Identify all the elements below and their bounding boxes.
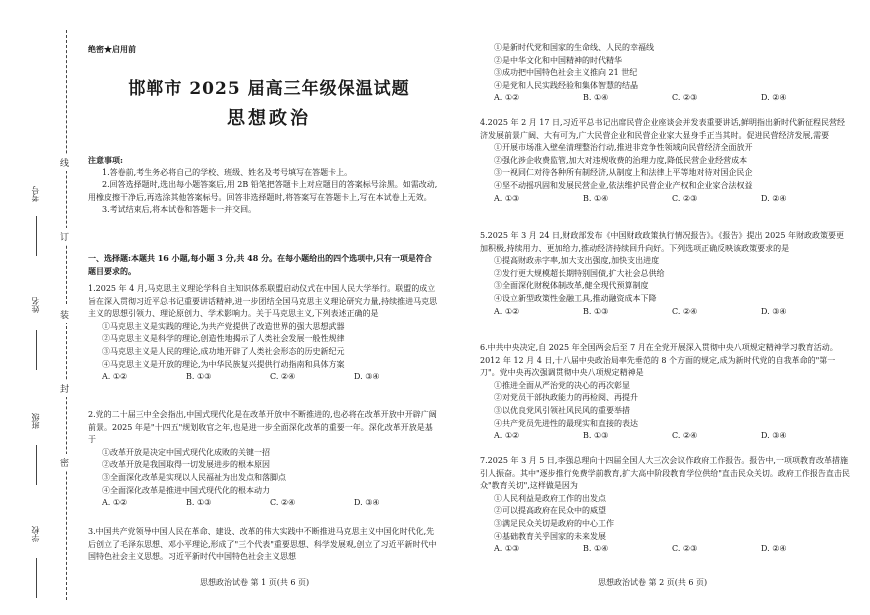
- option-a[interactable]: A. ①②: [102, 498, 128, 508]
- class-blank: [36, 445, 37, 485]
- exam-title: 邯郸市 2025 届高三年级保温试题: [128, 79, 410, 99]
- question-item: ④共产党员先进性的最现实和直接的表达: [494, 418, 638, 428]
- option-c[interactable]: C. ②④: [270, 498, 296, 508]
- answer-options: [88, 371, 438, 384]
- question-stem: 3.中国共产党领导中国人民在革命、建设、改革的伟大实践中不断推进马克思主义中国化时代化,先后创立了毛泽东思想、邓小平理论,形成了"三个代表"重要思想、科学发展观,创立了习近平新时代中国特色社会主义思想。习近平新时代中国特色社会主义思想: [88, 527, 437, 562]
- question-item: ②改革开放是我国取得一切发展进步的根本原因: [102, 460, 270, 470]
- option-a[interactable]: A. ①②: [102, 372, 128, 382]
- name-blank: [36, 330, 37, 370]
- option-d[interactable]: D. ②④: [761, 93, 787, 103]
- option-b[interactable]: B. ①④: [583, 193, 609, 203]
- question-item: ②可以提高政府在民众中的威望: [494, 506, 606, 516]
- notice-item: 2.回答选择题时,选出每小题答案后,用 2B 铅笔把答题卡上对应题目的答案标号涂黑。如需改动,用橡皮擦干净后,再选涂其他答案标号。回答非选择题时,将答案写在答题卡上,写在本试卷上无效。: [88, 180, 438, 202]
- question-item: ②对党员干部执政能力的再检阅、再提升: [494, 393, 638, 403]
- question-6: [480, 342, 850, 443]
- question-item: ①是新时代党和国家的生命线、人民的幸福线: [494, 43, 654, 52]
- subject-title: 思想政治: [227, 108, 311, 129]
- question-7: [480, 455, 850, 556]
- question-3: [88, 526, 438, 564]
- option-b[interactable]: B. ①④: [583, 544, 609, 554]
- option-a[interactable]: A. ①②: [494, 431, 520, 441]
- option-d[interactable]: D. ②④: [761, 544, 787, 554]
- school-label: 学校: [31, 526, 40, 542]
- answer-options: [480, 543, 850, 556]
- question-item: ④是党和人民实践经验和集体智慧的结晶: [494, 80, 638, 90]
- answer-options: [480, 193, 850, 206]
- seal-char-bind: 装: [60, 306, 69, 323]
- question-stem: 2.党的二十届三中全会指出,中国式现代化是在改革开放中不断推进的,也必将在改革开放中开辟广阔前景。2025 年是"十四五"规划收官之年,也是进一步全面深化改革的重要一年。深化改革开放是基于: [88, 410, 437, 445]
- school-blank: [36, 558, 37, 598]
- question-item: ①提高财政赤字率,加大支出强度,加快支出进度: [494, 256, 660, 266]
- question-item: ①开展市场准入壁垒清理整治行动,推进非竞争性领域向民营经济全面放开: [494, 143, 753, 153]
- footer-page-1: 思想政治试卷 第 1 页(共 6 页): [200, 578, 310, 587]
- seal-char-line: 线: [60, 154, 69, 171]
- section1-heading: 一、选择题:本题共 16 小题,每小题 3 分,共 48 分。在每小题给出的四个选项中,只有一项是符合题目要求的。: [88, 253, 432, 276]
- option-a[interactable]: A. ①③: [494, 193, 520, 203]
- answer-options: [480, 430, 850, 443]
- option-c[interactable]: C. ②④: [672, 306, 698, 316]
- option-c[interactable]: C. ②④: [672, 431, 698, 441]
- question-item: ④基础教育关乎国家的未来发展: [494, 531, 606, 541]
- question-item: ②马克思主义是科学的理论,创造性地揭示了人类社会发展一般性规律: [102, 334, 345, 344]
- question-item: ②是中华文化和中国精神的时代精华: [494, 55, 622, 65]
- option-c[interactable]: C. ②③: [672, 93, 698, 103]
- question-item: ③全面深化财税体制改革,健全现代预算制度: [494, 281, 649, 291]
- question-stem: 7.2025 年 3 月 5 日,李强总理向十四届全国人大三次会议作政府工作报告。报告中,一项项教育改革措施引人振奋。其中"逐步推行免费学前教育,扩大高中阶段教育学位供给"直击民众关切。政府工作报告直击民众"教育关切",这样做是因为: [480, 456, 850, 491]
- answer-options: [88, 497, 438, 510]
- question-item: ④马克思主义是开放的理论,为中华民族复兴提供行动指南和具体方案: [102, 359, 345, 369]
- question-4: [480, 117, 850, 205]
- exam-number-label: 考号: [31, 186, 40, 202]
- question-stem: 1.2025 年 4 月,马克思主义理论学科自主知识体系联盟启动仪式在中国人民大学举行。联盟的成立旨在深入贯彻习近平总书记重要讲话精神,进一步团结全国马克思主义理论研究力量,持续推进马克思主义的思想引领力、理论原创力、学术影响力。关于马克思主义,下列表述正确的是: [88, 284, 438, 319]
- notice-block: [88, 154, 438, 217]
- question-stem: 5.2025 年 3 月 24 日,财政部发布《中国财政政策执行情况报告》。《报告》提出 2025 年财政政策要更加积极,持续用力、更加给力,推动经济持续回升向好。下列选项正确反映该政策要求的是: [480, 231, 844, 253]
- seal-char-secret: 密: [60, 454, 69, 471]
- question-item: ③全面深化改革是实现以人民福祉为出发点和落脚点: [102, 472, 286, 482]
- option-d[interactable]: D. ③④: [761, 306, 787, 316]
- class-label: 班级: [31, 413, 40, 429]
- option-b[interactable]: B. ①③: [583, 306, 609, 316]
- confidential-mark: 绝密★启用前: [88, 44, 136, 54]
- footer-page-2: 思想政治试卷 第 2 页(共 6 页): [598, 578, 708, 587]
- question-item: ①人民利益是政府工作的出发点: [494, 493, 606, 503]
- option-a[interactable]: A. ①②: [494, 306, 520, 316]
- option-b[interactable]: B. ①③: [583, 431, 609, 441]
- option-d[interactable]: D. ②④: [761, 193, 787, 203]
- seal-char-seal: 封: [60, 380, 69, 397]
- question-item: ②发行更大规模超长期特别国债,扩大社会总供给: [494, 268, 665, 278]
- option-c[interactable]: C. ②③: [672, 544, 698, 554]
- notice-heading: 注意事项:: [88, 155, 123, 165]
- question-5: [480, 230, 850, 318]
- notice-item: 1.答卷前,考生务必将自己的学校、班级、姓名及考号填写在答题卡上。: [102, 167, 353, 177]
- option-b[interactable]: B. ①③: [186, 372, 212, 382]
- question-item: ④设立新型政策性金融工具,推动融资成本下降: [494, 293, 657, 303]
- exam-number-blank: [36, 216, 37, 256]
- question-1: [88, 283, 438, 384]
- answer-options: [480, 306, 850, 319]
- binding-strip: [22, 30, 78, 600]
- name-label: 姓名: [31, 297, 40, 313]
- question-stem: 6.中共中央决定,自 2025 年全国两会后至 7 月在全党开展深入贯彻中央八项规定精神学习教育活动。2012 年 12 月 4 日,十八届中央政治局率先垂范的 8 个方面的规定,成为新时代党的自我革命的"第一刀"。党中央再次强调贯彻中央八项规定精神是: [480, 343, 838, 378]
- question-item: ③满足民众关切是政府的中心工作: [494, 518, 614, 528]
- option-b[interactable]: B. ①③: [186, 498, 212, 508]
- section-heading: [88, 252, 438, 277]
- question-item: ②强化涉企收费监管,加大对违规收费的治理力度,降低民营企业经营成本: [494, 155, 748, 165]
- option-a[interactable]: A. ①③: [494, 544, 520, 554]
- option-c[interactable]: C. ②④: [270, 372, 296, 382]
- question-item: ③马克思主义是人民的理论,成功地开辟了人类社会形态的历史新纪元: [102, 346, 345, 356]
- seal-char-order: 订: [60, 228, 69, 245]
- question-item: ③以优良党风引领社风民风的重要举措: [494, 405, 630, 415]
- question-item: ①马克思主义是实践的理论,为共产党提供了改造世界的强大思想武器: [102, 321, 345, 331]
- question-2: [88, 409, 438, 510]
- option-d[interactable]: D. ③④: [761, 431, 787, 441]
- option-a[interactable]: A. ①②: [494, 93, 520, 103]
- option-d[interactable]: D. ③④: [354, 372, 380, 382]
- question-item: ①推进全面从严治党的决心的再次彰显: [494, 380, 630, 390]
- question-item: ③一视同仁对待各种所有制经济,从制度上和法律上平等地对待对国企民企: [494, 168, 753, 178]
- question-3-continued: [480, 42, 850, 105]
- question-item: ③成功把中国特色社会主义推向 21 世纪: [494, 68, 638, 78]
- option-b[interactable]: B. ①④: [583, 93, 609, 103]
- answer-options: [480, 92, 850, 105]
- option-d[interactable]: D. ③④: [354, 498, 380, 508]
- question-item: ①改革开放是决定中国式现代化成败的关键一招: [102, 447, 270, 457]
- question-item: ④全面深化改革是推进中国式现代化的根本动力: [102, 485, 270, 495]
- question-item: ④坚不动摇巩固和发展民营企业,依法维护民营企业产权和企业家合法权益: [494, 180, 753, 190]
- question-stem: 4.2025 年 2 月 17 日,习近平总书记出席民营企业座谈会并发表重要讲话,鲜明指出新时代新征程民营经济发展前景广阔、大有可为,广大民营企业和民营企业家大显身手正当其时。促进民营经济发展,需要: [480, 118, 846, 140]
- notice-item: 3.考试结束后,将本试卷和答题卡一并交回。: [102, 205, 257, 215]
- option-c[interactable]: C. ②③: [672, 193, 698, 203]
